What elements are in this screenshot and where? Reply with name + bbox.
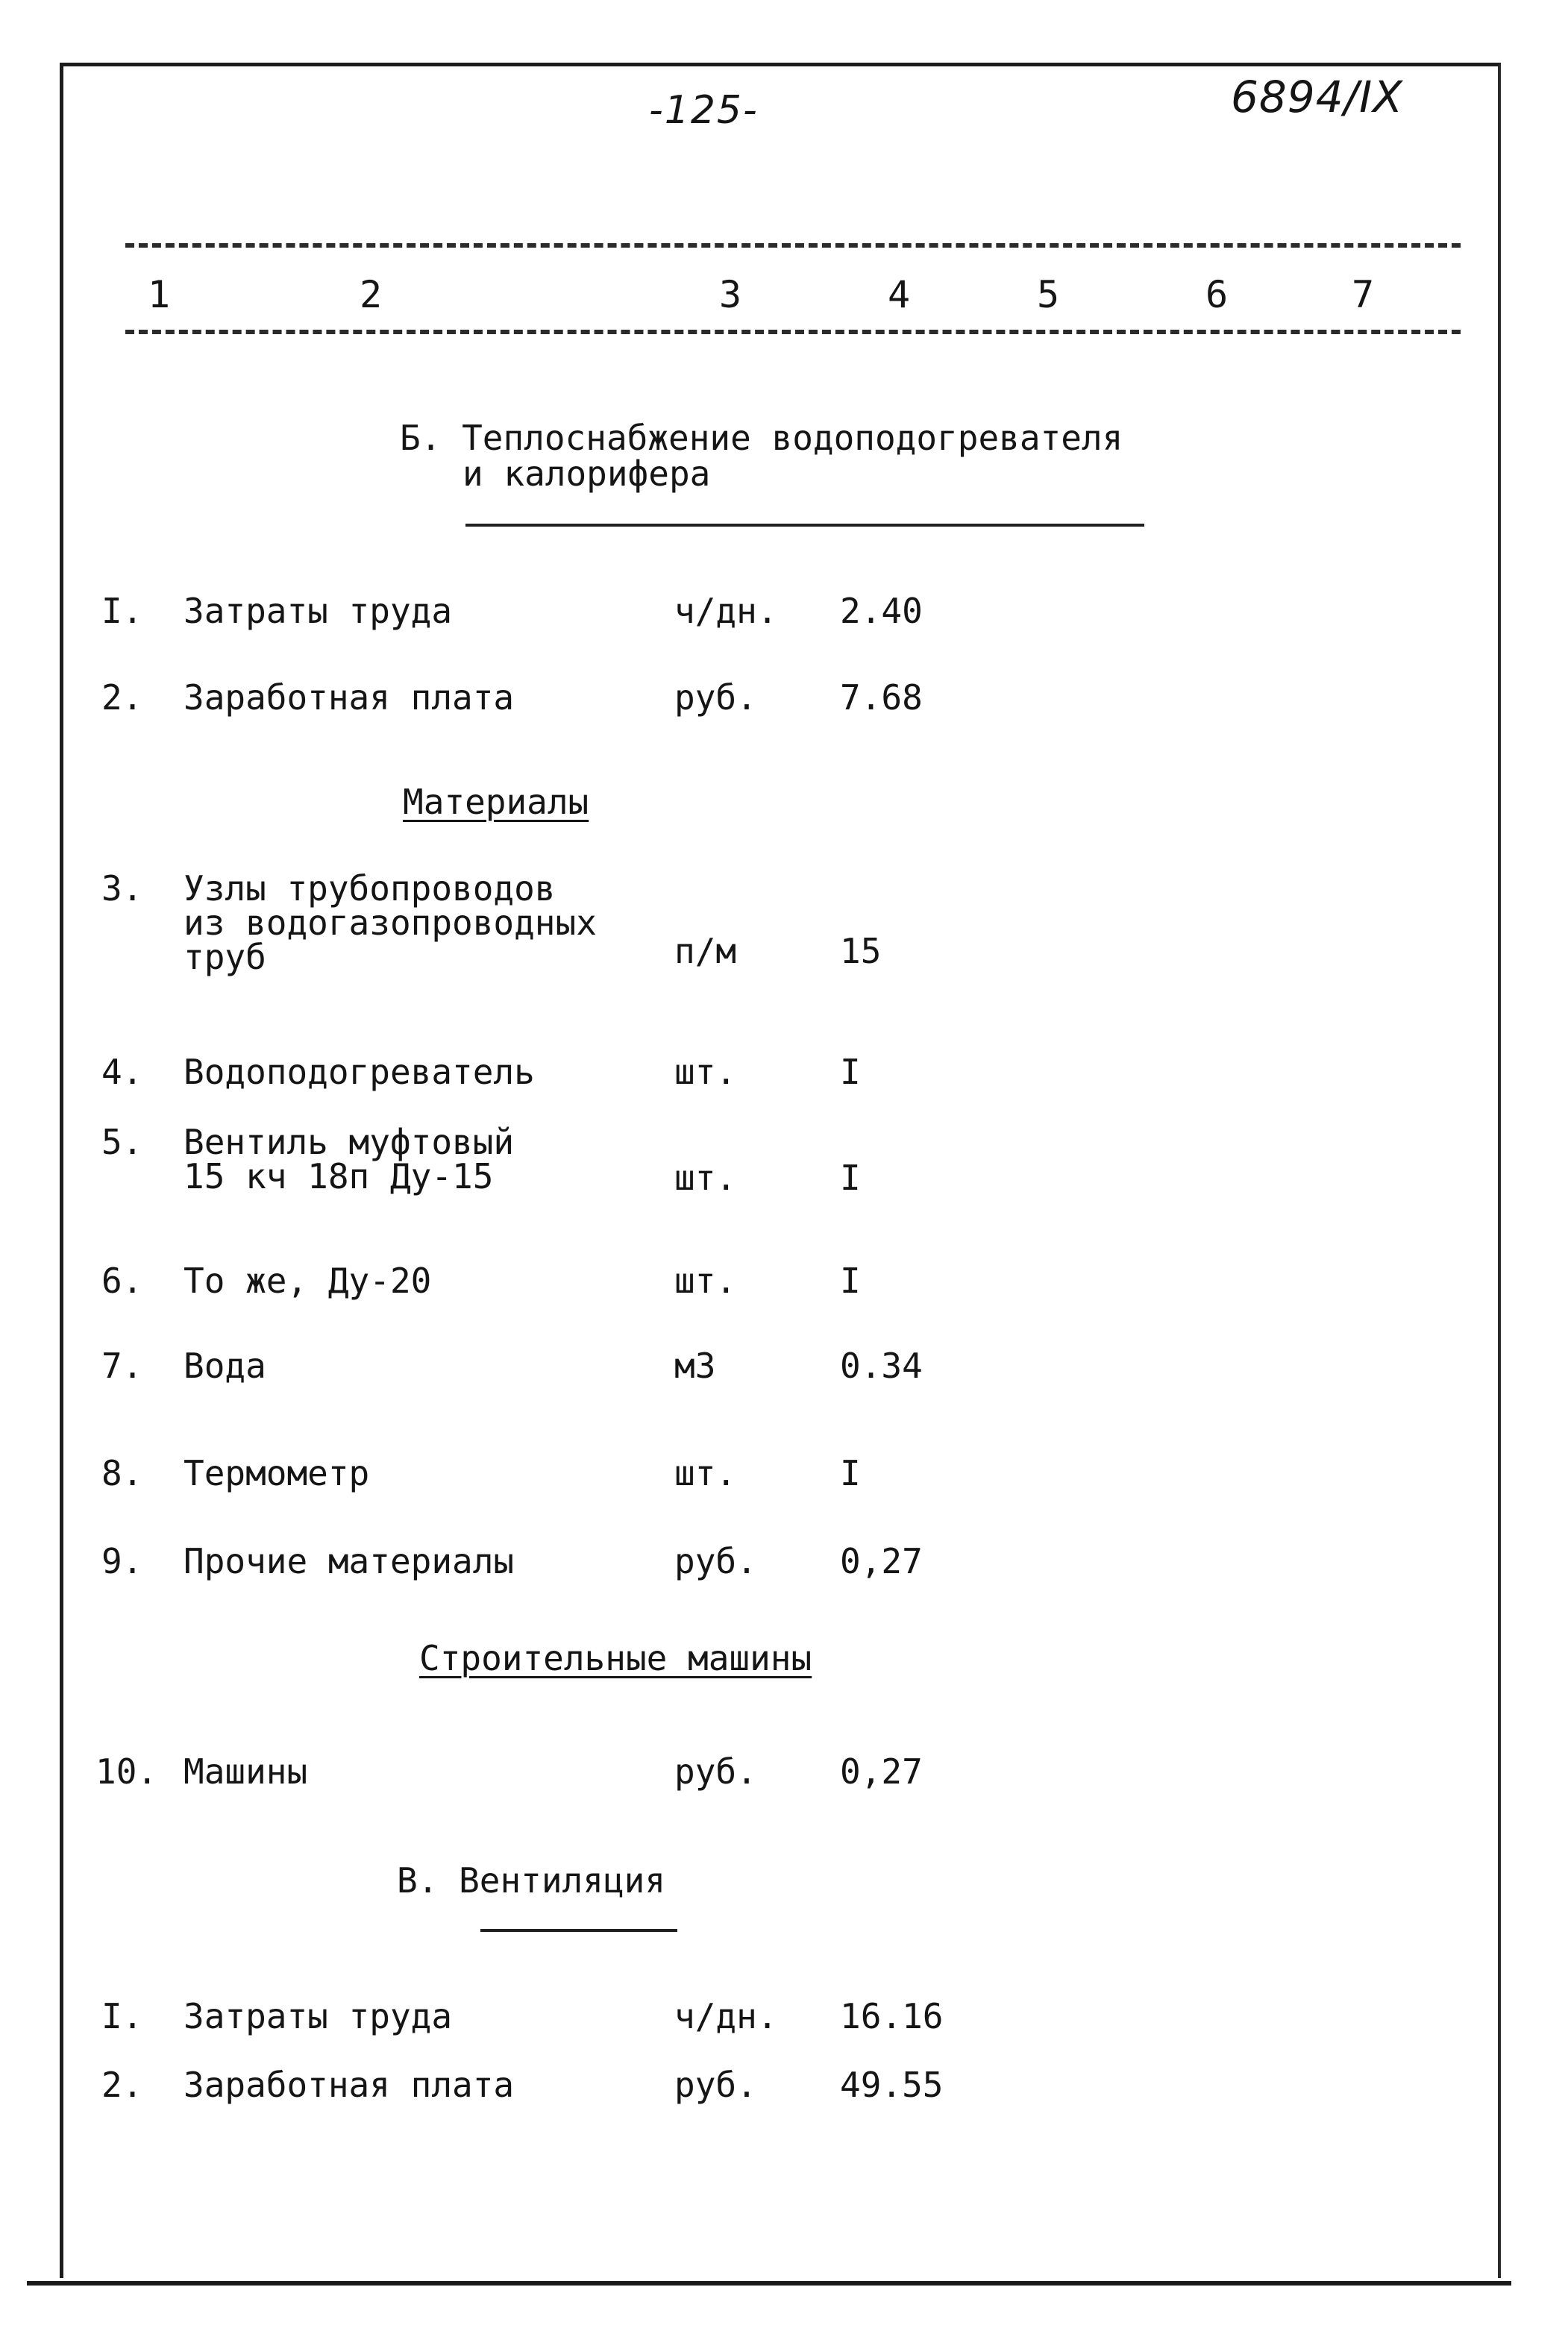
row-number: 3. <box>101 868 143 909</box>
row-value: I <box>840 1158 861 1198</box>
page-bottom-line <box>27 2281 1511 2286</box>
section-v-title: В. Вентиляция <box>397 1860 666 1901</box>
row-name: Водоподогреватель <box>184 1052 535 1092</box>
row-number: 6. <box>101 1261 143 1301</box>
row-number: I. <box>101 591 143 631</box>
row-unit: п/м <box>674 931 737 971</box>
row-name: Затраты труда <box>184 591 453 631</box>
row-unit: руб. <box>674 1751 757 1792</box>
row-value: I <box>840 1261 861 1301</box>
row-name: Прочие материалы <box>184 1541 515 1581</box>
row-name: Заработная плата <box>184 677 515 718</box>
row-unit: ч/дн. <box>674 591 778 631</box>
row-value: 0,27 <box>840 1751 923 1792</box>
row-number: 2. <box>101 677 143 718</box>
section-b-title-rule <box>465 524 1144 527</box>
row-unit: руб. <box>674 2065 757 2105</box>
row-name-line: Узлы трубопроводов <box>184 868 556 909</box>
machines-heading: Строительные машины <box>419 1638 812 1678</box>
column-number-1: 1 <box>148 273 171 316</box>
row-unit: руб. <box>674 677 757 718</box>
row-name: Затраты труда <box>184 1996 453 2036</box>
row-name: То же, Ду-20 <box>184 1261 432 1301</box>
row-number: 2. <box>101 2065 143 2105</box>
row-name-line: из водогазопроводных <box>184 903 597 943</box>
row-name: Машины <box>184 1751 308 1792</box>
column-number-7: 7 <box>1352 273 1375 316</box>
row-unit: шт. <box>674 1158 737 1198</box>
column-number-4: 4 <box>888 273 911 316</box>
row-unit: шт. <box>674 1453 737 1493</box>
row-number: I. <box>101 1996 143 2036</box>
row-value: I <box>840 1453 861 1493</box>
row-name: Термометр <box>184 1453 370 1493</box>
row-value: 15 <box>840 931 882 971</box>
section-b-title-line2: и калорифера <box>462 454 711 494</box>
row-name-line: труб <box>184 937 266 977</box>
row-value: 0,27 <box>840 1541 923 1581</box>
row-name-line: Вентиль муфтовый <box>184 1122 515 1162</box>
row-number: 4. <box>101 1052 143 1092</box>
column-number-2: 2 <box>360 273 383 316</box>
column-number-5: 5 <box>1037 273 1060 316</box>
row-value: 16.16 <box>840 1996 944 2036</box>
row-number: 5. <box>101 1122 143 1162</box>
row-name: Вода <box>184 1346 266 1386</box>
row-unit: шт. <box>674 1052 737 1092</box>
row-number: 9. <box>101 1541 143 1581</box>
page-number: -125- <box>649 88 759 133</box>
section-v-title-rule <box>480 1929 677 1932</box>
row-unit: руб. <box>674 1541 757 1581</box>
row-number: 7. <box>101 1346 143 1386</box>
column-header-top-rule <box>125 243 1461 248</box>
row-unit: шт. <box>674 1261 737 1301</box>
column-header-bottom-rule <box>125 330 1461 334</box>
row-value: 7.68 <box>840 677 923 718</box>
column-number-6: 6 <box>1205 273 1229 316</box>
column-number-3: 3 <box>719 273 742 316</box>
section-b-title-line1: Б. Теплоснабжение водоподогревателя <box>400 418 1123 458</box>
materials-heading: Материалы <box>403 782 589 822</box>
row-unit: ч/дн. <box>674 1996 778 2036</box>
row-unit: м3 <box>674 1346 716 1386</box>
row-value: 2.40 <box>840 591 923 631</box>
row-number: 8. <box>101 1453 143 1493</box>
row-value: 49.55 <box>840 2065 944 2105</box>
row-number: 10. <box>95 1751 158 1792</box>
row-value: I <box>840 1052 861 1092</box>
document-code: 6894/IX <box>1231 72 1403 122</box>
row-name-line: 15 кч 18п Ду-15 <box>184 1156 494 1196</box>
row-value: 0.34 <box>840 1346 923 1386</box>
row-name: Заработная плата <box>184 2065 515 2105</box>
